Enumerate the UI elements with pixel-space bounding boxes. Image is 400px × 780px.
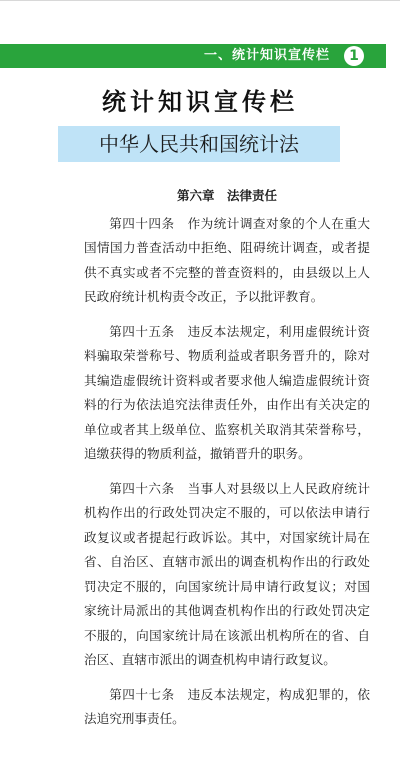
section-title: 一、统计知识宣传栏 <box>203 48 330 63</box>
subtitle-box <box>58 126 340 162</box>
section-header-band <box>0 44 386 68</box>
article-47: 第四十七条 违反本法规定，构成犯罪的，依法追究刑事责任。 <box>84 686 370 726</box>
top-rule <box>0 0 400 1</box>
section-number-badge: 1 <box>344 46 364 66</box>
page-title: 统计知识宣传栏 <box>102 88 298 116</box>
article-45: 第四十五条 违反本法规定，利用虚假统计资料骗取荣誉称号、物质利益或者职务晋升的，除对其编造虚假统计资料或者要求他人编造虚假统计资料的行为依法追究法律责任外，由作出有关决定的单位或者其上级单位、监察机关取消其荣誉称号，追缴获得的物质利益，撤销晋升的职务。 <box>84 323 370 461</box>
subtitle-text: 中华人民共和国统计法 <box>99 132 299 156</box>
article-content <box>84 184 370 742</box>
article-46: 第四十六条 当事人对县级以上人民政府统计机构作出的行政处罚决定不服的，可以依法申请行政复议或者提起行政诉讼。其中，对国家统计局在省、自治区、直辖市派出的调查机构作出的行政处罚决定不服的，向国家统计局申请行政复议；对国家统计局派出的其他调查机构作出的行政处罚决定不服的，向国家统计局在该派出机构所在的省、自治区、直辖市派出的调查机构申请行政复议。 <box>84 480 370 667</box>
article-44: 第四十四条 作为统计调查对象的个人在重大国情国力普查活动中拒绝、阻碍统计调查，或者提供不真实或者不完整的普查资料的，由县级以上人民政府统计机构责令改正，予以批评教育。 <box>84 215 370 304</box>
chapter-title: 第六章 法律责任 <box>176 188 277 203</box>
